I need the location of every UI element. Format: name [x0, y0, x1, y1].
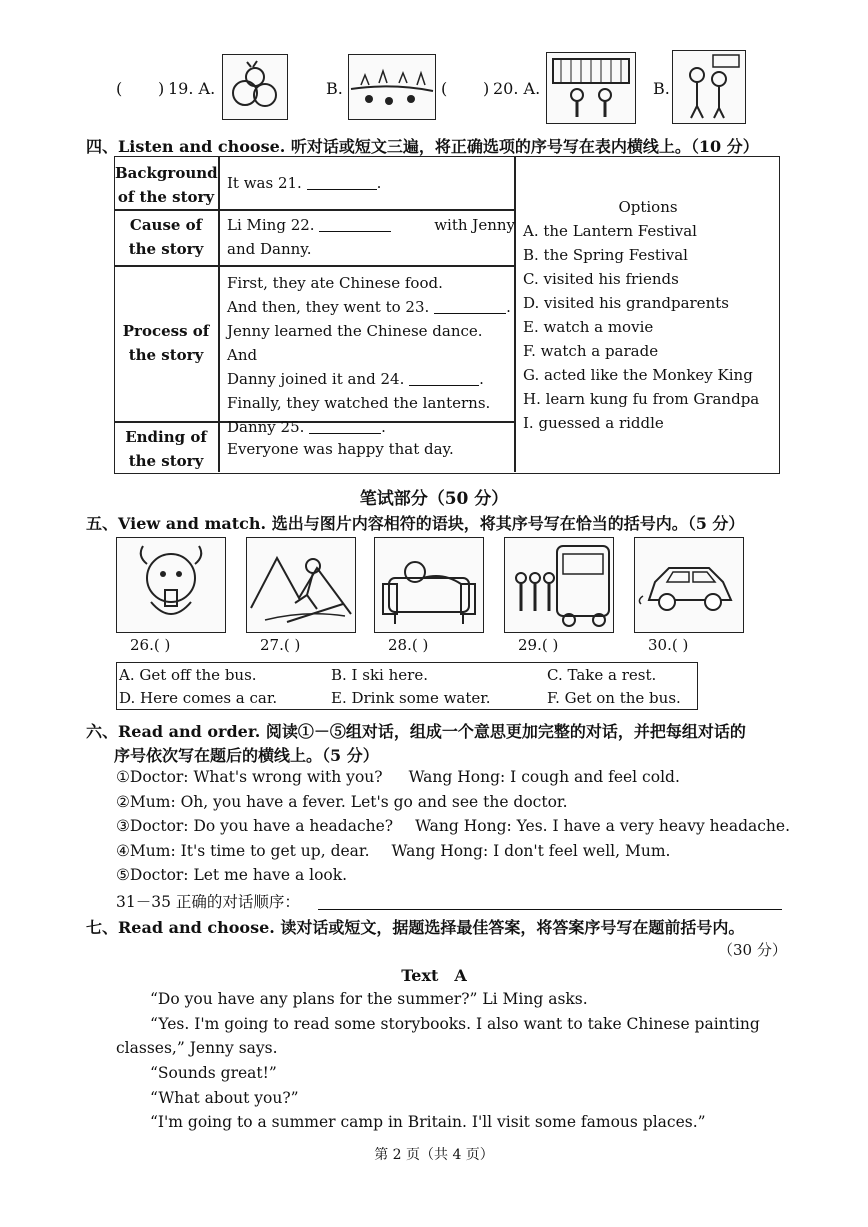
answer-blank-24[interactable] — [409, 369, 479, 386]
option-item: H. learn kung fu from Grandpa — [523, 390, 760, 408]
choice-f: F. Get on the bus. — [547, 689, 681, 707]
section4-title: 四、Listen and choose. 听对话或短文三遍，将正确选项的序号写在表内横线上。（10 分） — [86, 137, 759, 156]
options-title: Options — [618, 198, 678, 216]
bus-kids-image — [504, 537, 614, 633]
dialog-1: ①Doctor: What's wrong with you? Wang Hong: I cough and feel cold. — [116, 768, 680, 786]
option-item: I. guessed a riddle — [523, 414, 664, 432]
vegetables-image — [222, 54, 288, 120]
q20-paren-open: ( — [441, 79, 448, 98]
match-label-28: 28.( ) — [388, 636, 429, 654]
match-choices-box — [116, 662, 698, 710]
choice-c: C. Take a rest. — [547, 666, 657, 684]
skiing-image — [246, 537, 356, 633]
q20-option-b: B. — [653, 79, 670, 98]
match-label-26: 26.( ) — [130, 636, 171, 654]
order-answer-line[interactable] — [318, 909, 782, 910]
match-label-29: 29.( ) — [518, 636, 559, 654]
passage-line: “I'm going to a summer camp in Britain. I'll visit some famous places.” — [150, 1113, 706, 1131]
q20-paren-close: ) — [483, 79, 490, 98]
options-list — [523, 195, 773, 435]
option-item: A. the Lantern Festival — [523, 222, 697, 240]
cell-ending: Everyone was happy that day. — [227, 440, 454, 458]
option-item: F. watch a parade — [523, 342, 659, 360]
head-ending: Ending of the story — [125, 428, 207, 470]
dialog-5: ⑤Doctor: Let me have a look. — [116, 866, 348, 884]
passage-line: “What about you?” — [150, 1089, 299, 1107]
section5-title: 五、View and match. 选出与图片内容相符的语块，将其序号写在恰当的括号内。（5 分） — [86, 514, 745, 533]
page-footer: 第 2 页（共 4 页） — [374, 1147, 494, 1163]
head-cause: Cause of the story — [128, 216, 204, 258]
q19-label: 19. A. — [168, 79, 216, 98]
car-image — [634, 537, 744, 633]
section6-title-2: 序号依次写在题后的横线上。（5 分） — [114, 746, 379, 765]
match-label-30: 30.( ) — [648, 636, 689, 654]
choice-b: B. I ski here. — [331, 666, 428, 684]
answer-blank-25[interactable] — [309, 417, 381, 434]
passage-line: classes,” Jenny says. — [116, 1039, 278, 1057]
head-background: Background of the story — [115, 164, 218, 206]
q19-paren-close: ) — [158, 79, 165, 98]
order-answer-label: 31－35 正确的对话顺序： — [116, 893, 300, 911]
choice-a: A. Get off the bus. — [119, 666, 257, 684]
q19-option-b: B. — [326, 79, 343, 98]
option-item: B. the Spring Festival — [523, 246, 688, 264]
q20-label: 20. A. — [493, 79, 541, 98]
text-a-title: Text A — [401, 966, 467, 985]
passage-line: “Yes. I'm going to read some storybooks. I also want to take Chinese painting — [150, 1015, 760, 1033]
listening-table — [114, 156, 780, 474]
written-part-title: 笔试部分（50 分） — [359, 489, 509, 509]
dialog-4: ④Mum: It's time to get up, dear. Wang Hong: I don't feel well, Mum. — [116, 842, 671, 860]
resting-on-sofa-image — [374, 537, 484, 633]
passage-line: “Sounds great!” — [150, 1064, 277, 1082]
passage-line: “Do you have any plans for the summer?” Li Ming asks. — [150, 990, 588, 1008]
library-kids-image — [546, 52, 636, 124]
cell-process: First, they ate Chinese food. And then, they went to 23. . Jenny learned the Chinese dance. And Danny joined it and 24. . Finally, they watched the lanterns. Danny 25. . — [227, 274, 511, 436]
section7-title: 七、Read and choose. 读对话或短文，据题选择最佳答案，将答案序号写在题前括号内。 — [86, 918, 745, 937]
head-process: Process of the story — [122, 322, 210, 364]
dialog-2: ②Mum: Oh, you have a fever. Let's go and see the doctor. — [116, 793, 568, 811]
children-walking-image — [672, 50, 746, 124]
girl-drinking-image — [116, 537, 226, 633]
option-item: G. acted like the Monkey King — [523, 366, 753, 384]
option-item: D. visited his grandparents — [523, 294, 729, 312]
cell-background: It was 21. . — [227, 174, 382, 192]
section7-score: （30 分） — [718, 941, 787, 959]
q19-paren-open: ( — [116, 79, 123, 98]
answer-blank-22[interactable] — [319, 215, 391, 232]
section6-title: 六、Read and order. 阅读①－⑤组对话，组成一个意思更加完整的对话，并把每组对话的 — [86, 722, 746, 741]
option-item: C. visited his friends — [523, 270, 679, 288]
answer-blank-21[interactable] — [307, 173, 377, 190]
plants-image — [348, 54, 436, 120]
choice-d: D. Here comes a car. — [119, 689, 278, 707]
match-label-27: 27.( ) — [260, 636, 301, 654]
choice-e: E. Drink some water. — [331, 689, 491, 707]
cell-cause: Li Ming 22. with Jenny and Danny. — [227, 216, 515, 258]
option-item: E. watch a movie — [523, 318, 654, 336]
answer-blank-23[interactable] — [434, 297, 506, 314]
dialog-3: ③Doctor: Do you have a headache? Wang Hong: Yes. I have a very heavy headache. — [116, 817, 790, 835]
